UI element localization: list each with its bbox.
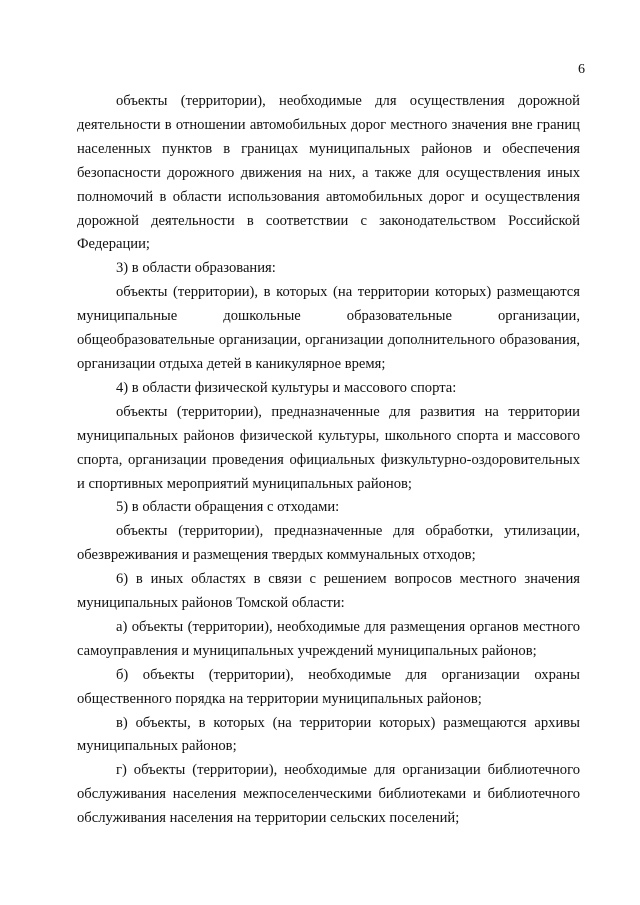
- paragraph-road-objects: объекты (территории), необходимые для осуществления дорожной деятельности в отношении автомобильных дорог местного значения вне границ населенных пунктов в границах муниципальных районов и обеспечения безопасности дорожного движения на них, а также для осуществления иных полномочий в области использования автомобильных дорог и осуществления дорожной деятельности в соответствии с законодательством Российской Федерации;: [77, 93, 580, 253]
- paragraph-item-b: б) объекты (территории), необходимые для организации охраны общественного порядка на территории муниципальных районов;: [77, 666, 580, 707]
- paragraph-item-a: а) объекты (территории), необходимые для размещения органов местного самоуправления и муниципальных учреждений муниципальных районов;: [77, 618, 580, 659]
- paragraph-waste-objects: объекты (территории), предназначенные для обработки, утилизации, обезвреживания и размещения твердых коммунальных отходов;: [77, 523, 580, 564]
- paragraph-waste-heading: 5) в области обращения с отходами:: [116, 499, 340, 516]
- paragraph-other-heading: 6) в иных областях в связи с решением вопросов местного значения муниципальных районов Томской области:: [77, 571, 580, 612]
- paragraph-sport-heading: 4) в области физической культуры и массового спорта:: [116, 379, 457, 396]
- paragraph-education-heading: 3) в области образования:: [116, 260, 276, 277]
- paragraph-education-objects: объекты (территории), в которых (на территории которых) размещаются муниципальные дошкольные образовательные организации, общеобразовательные организации, организации дополнительного образования, организации отдыха детей в каникулярное время;: [77, 284, 580, 372]
- paragraph-item-g: г) объекты (территории), необходимые для организации библиотечного обслуживания населения межпоселенческими библиотеками и библиотечного обслуживания населения на территории сельских поселений;: [77, 762, 580, 827]
- paragraph-sport-objects: объекты (территории), предназначенные для развития на территории муниципальных районов физической культуры, школьного спорта и массового спорта, организации проведения официальных физкультурно-оздоровительных и спортивных мероприятий муниципальных районов;: [77, 403, 580, 492]
- paragraph-item-v: в) объекты, в которых (на территории которых) размещаются архивы муниципальных районов;: [77, 714, 580, 755]
- document-body: [77, 90, 580, 831]
- page-number: 6: [578, 62, 585, 77]
